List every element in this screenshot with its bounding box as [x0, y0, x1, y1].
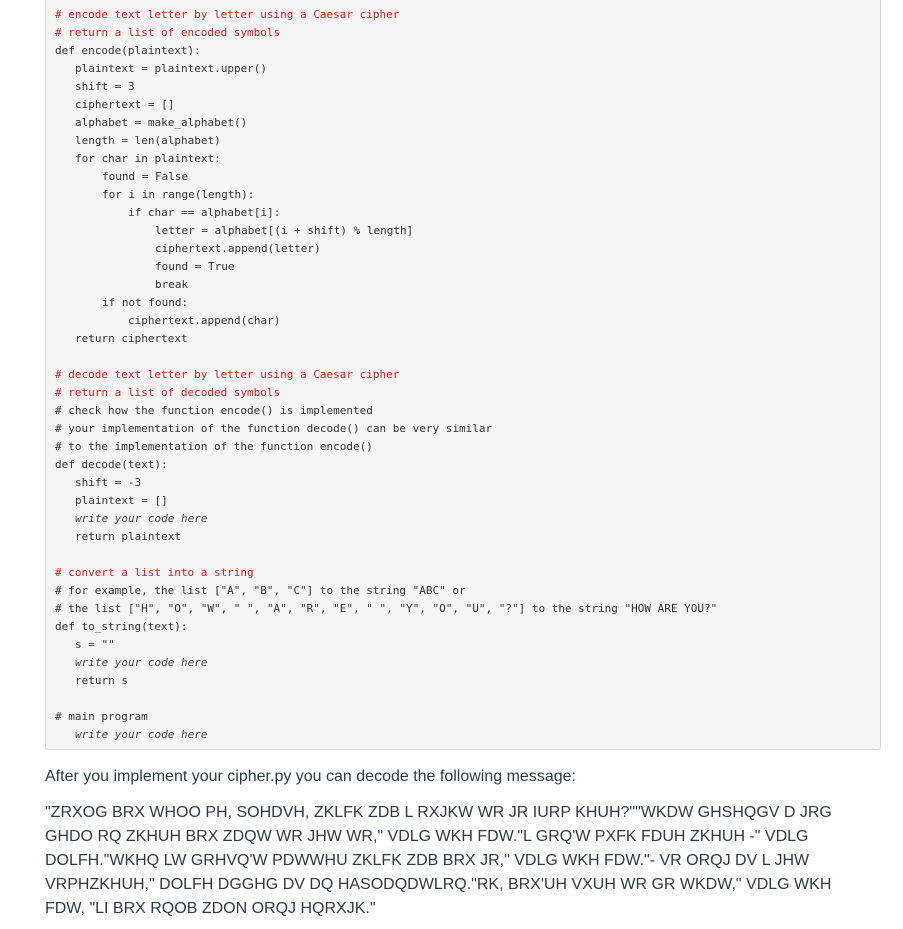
code-line: for i in range(length): [102, 188, 255, 201]
code-line: # convert a list into a string [55, 566, 254, 579]
code-line: # to the implementation of the function encode() [55, 440, 373, 453]
code-line: # decode text letter by letter using a Caesar cipher [55, 368, 400, 381]
code-line: return plaintext [75, 530, 181, 543]
code-line: ciphertext.append(char) [128, 314, 281, 327]
instruction-text: After you implement your cipher.py you can decode the following message: [45, 768, 576, 785]
code-line: # for example, the list ["A", "B", "C"] to the string "ABC" or [55, 584, 466, 597]
code-line: length = len(alphabet) [75, 134, 221, 147]
code-line: if char == alphabet[i]: [128, 206, 281, 219]
code-placeholder-line: write your code here [75, 728, 208, 741]
code-line: plaintext = plaintext.upper() [75, 62, 268, 75]
code-line: ciphertext = [] [75, 98, 175, 111]
code-line: found = False [102, 170, 189, 183]
code-line: return s [75, 674, 128, 687]
code-line: def encode(plaintext): [55, 44, 201, 57]
code-line: shift = 3 [75, 80, 135, 93]
code-line: found = True [155, 260, 235, 273]
code-line: # return a list of encoded symbols [55, 26, 281, 39]
code-line: # the list ["H", "O", "W", " ", "A", "R", "E", " ", "Y", "O", "U", "?"] to the string "HOW ARE YOU?" [55, 602, 718, 615]
code-blank-line [55, 348, 717, 366]
code-line: # main program [55, 710, 148, 723]
code-line: s = "" [75, 638, 115, 651]
code-line: # your implementation of the function decode() can be very similar [55, 422, 493, 435]
encoded-message: "ZRXOG BRX WHOO PH, SOHDVH, ZKLFK ZDB L RXJKW WR JR IURP KHUH?""WKDW GHSHQGV D JRG GHDO RQ ZKHUH BRX ZDQW WR JHW WR," VDLG WKH FDW."L GRQ'W PXFK FDUH ZKHUH -" VDLG DOLFH."WKHQ LW GRHVQ'W PDWWHU ZKLFK ZDB BRX JR," VDLG WKH FDW."- VR ORQJ DV L JHW VRPHZKHUH," DOLFH DGGHG DV DQ HASODQDWLRQ."RK, BRX'UH VXUH WR GR WKDW," VDLG WKH FDW, "LI BRX RQOB ZDON ORQJ HQRXJK." [45, 804, 832, 917]
code-line: def to_string(text): [55, 620, 188, 633]
code-line: # check how the function encode() is implemented [55, 404, 373, 417]
code-block [45, 0, 881, 750]
code-line: # encode text letter by letter using a Caesar cipher [55, 8, 400, 21]
code-line: plaintext = [] [75, 494, 168, 507]
code-placeholder-line: write your code here [75, 656, 208, 669]
code-line: ciphertext.append(letter) [155, 242, 321, 255]
code-line: def decode(text): [55, 458, 168, 471]
code-line: if not found: [102, 296, 189, 309]
code-listing [55, 6, 717, 744]
code-placeholder-line: write your code here [75, 512, 208, 525]
code-line: for char in plaintext: [75, 152, 221, 165]
code-line: # return a list of decoded symbols [55, 386, 281, 399]
code-line: alphabet = make_alphabet() [75, 116, 248, 129]
code-blank-line [55, 546, 717, 564]
code-blank-line [55, 690, 717, 708]
code-line: shift = -3 [75, 476, 142, 489]
code-line: break [155, 278, 189, 291]
code-line: letter = alphabet[(i + shift) % length] [155, 224, 414, 237]
code-line: return ciphertext [75, 332, 188, 345]
